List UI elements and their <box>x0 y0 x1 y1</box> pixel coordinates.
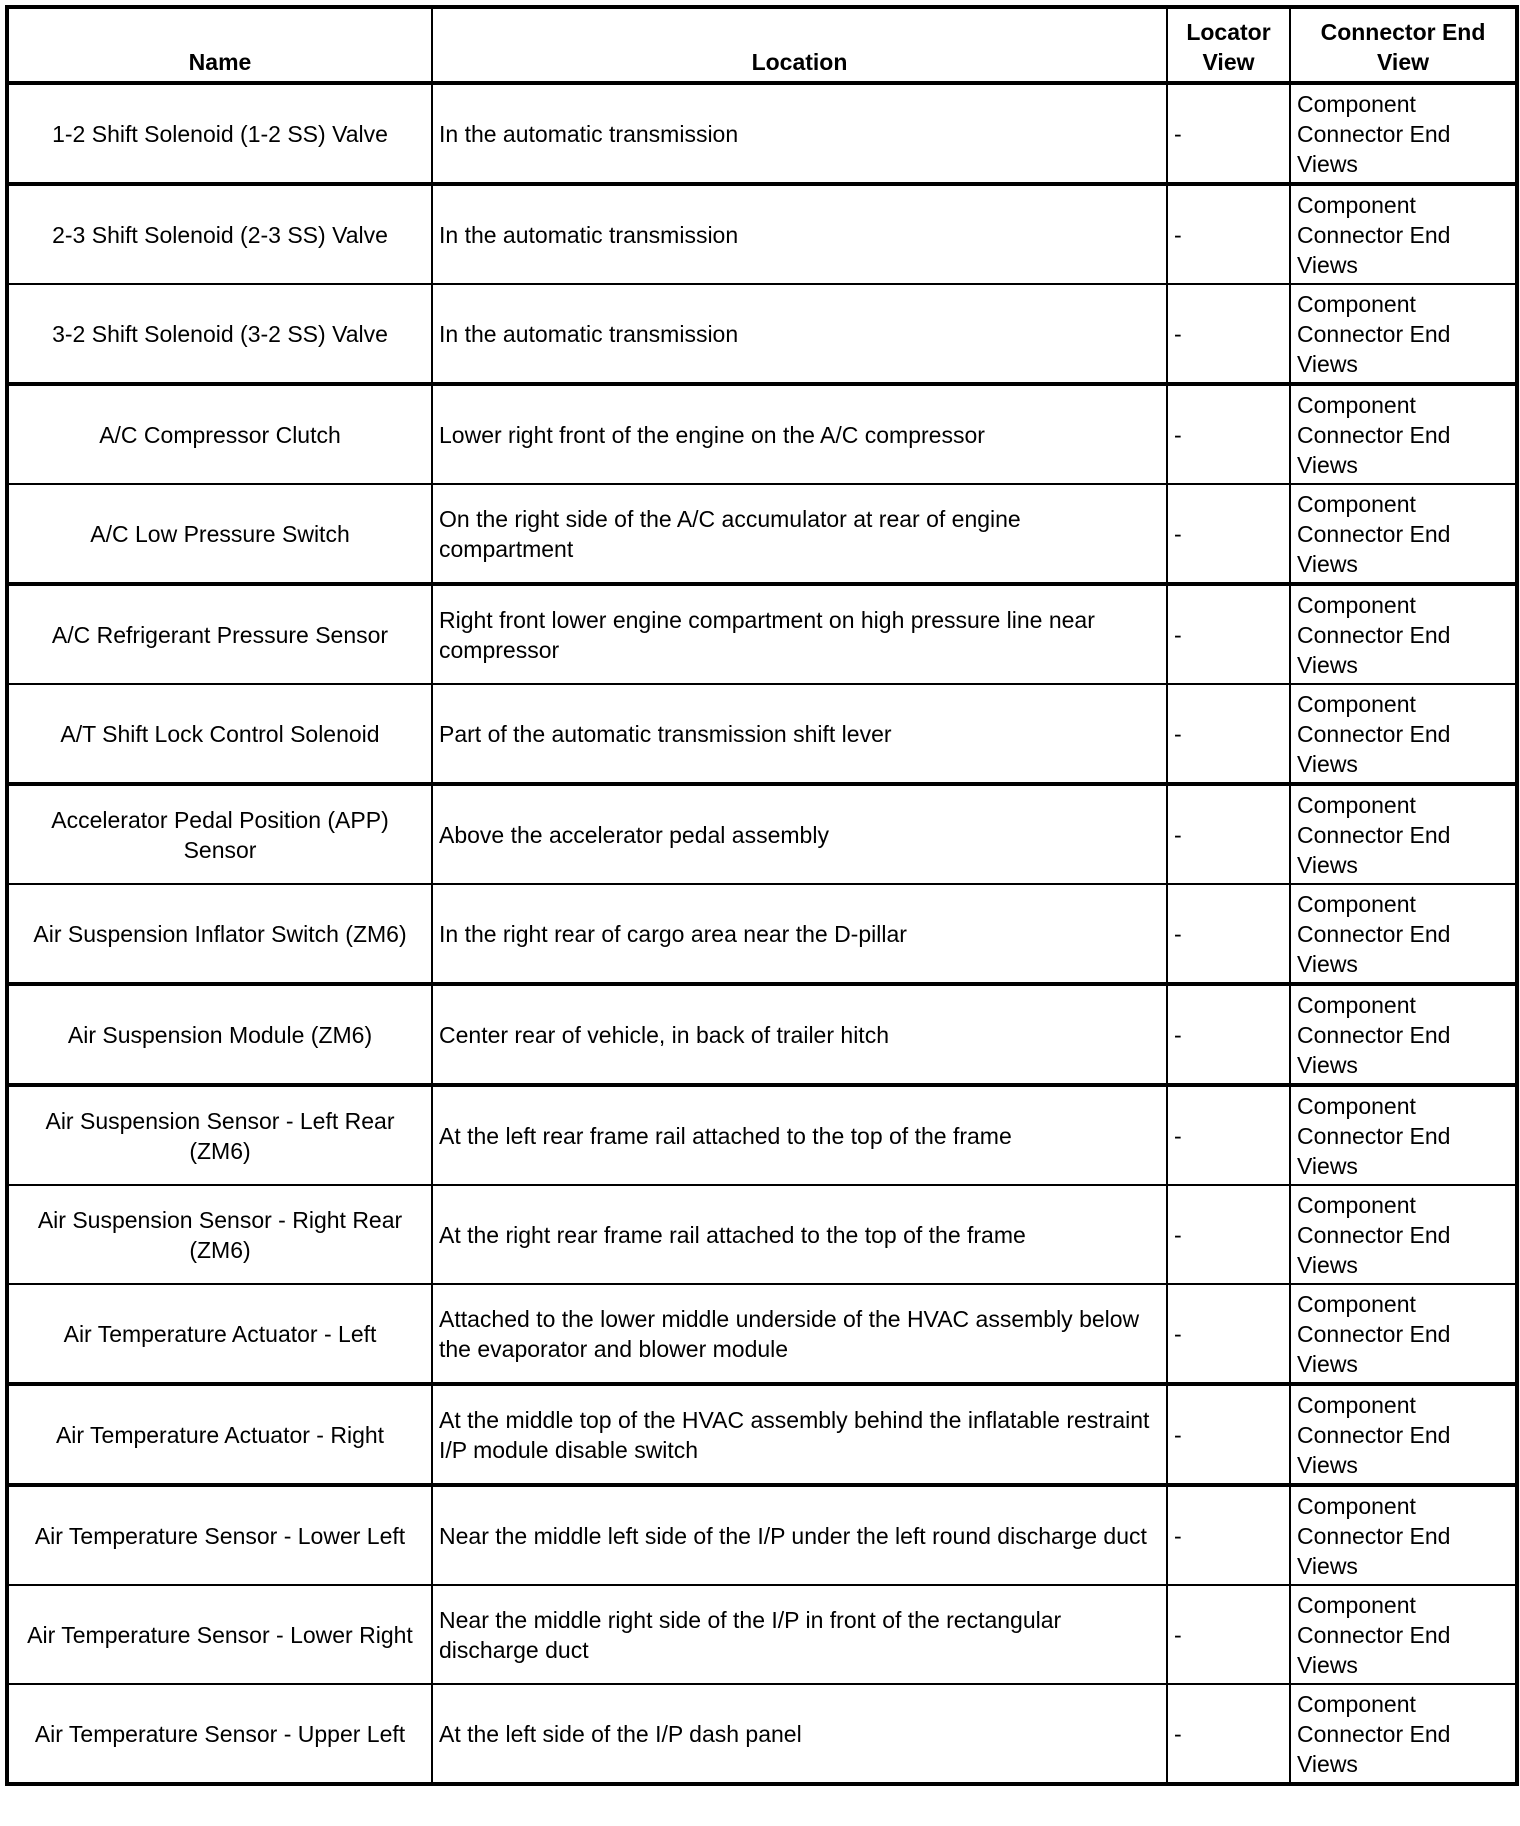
cell-locator-view: - <box>1167 1384 1290 1485</box>
table-row <box>7 884 1517 984</box>
connector-end-view-link[interactable]: Component Connector End Views <box>1290 1684 1517 1784</box>
cell-location: Part of the automatic transmission shift lever <box>432 684 1167 784</box>
table-row <box>7 1085 1517 1185</box>
connector-end-view-link[interactable]: Component Connector End Views <box>1290 1085 1517 1185</box>
cell-name: 1-2 Shift Solenoid (1-2 SS) Valve <box>7 83 432 184</box>
cell-locator-view: - <box>1167 284 1290 384</box>
cell-name: A/T Shift Lock Control Solenoid <box>7 684 432 784</box>
cell-locator-view: - <box>1167 384 1290 484</box>
cell-location: In the right rear of cargo area near the D-pillar <box>432 884 1167 984</box>
table-row <box>7 1485 1517 1585</box>
cell-name: Air Suspension Inflator Switch (ZM6) <box>7 884 432 984</box>
cell-locator-view: - <box>1167 1684 1290 1784</box>
cell-location: Near the middle right side of the I/P in front of the rectangular discharge duct <box>432 1585 1167 1684</box>
cell-locator-view: - <box>1167 884 1290 984</box>
connector-end-view-link[interactable]: Component Connector End Views <box>1290 1384 1517 1485</box>
cell-location: Right front lower engine compartment on high pressure line near compressor <box>432 584 1167 684</box>
cell-name: Air Temperature Sensor - Lower Right <box>7 1585 432 1684</box>
cell-locator-view: - <box>1167 1185 1290 1284</box>
cell-locator-view: - <box>1167 1085 1290 1185</box>
table-row <box>7 584 1517 684</box>
connector-end-view-link[interactable]: Component Connector End Views <box>1290 1185 1517 1284</box>
component-locator-table <box>5 5 1519 1786</box>
table-row <box>7 1185 1517 1284</box>
connector-end-view-link[interactable]: Component Connector End Views <box>1290 1284 1517 1384</box>
cell-name: Air Suspension Sensor - Right Rear (ZM6) <box>7 1185 432 1284</box>
header-locator-view: Locator View <box>1167 7 1290 83</box>
cell-name: Air Suspension Module (ZM6) <box>7 984 432 1085</box>
table-row <box>7 184 1517 284</box>
table-row <box>7 684 1517 784</box>
connector-end-view-link[interactable]: Component Connector End Views <box>1290 584 1517 684</box>
cell-locator-view: - <box>1167 184 1290 284</box>
table-row <box>7 484 1517 584</box>
cell-location: Near the middle left side of the I/P under the left round discharge duct <box>432 1485 1167 1585</box>
connector-end-view-link[interactable]: Component Connector End Views <box>1290 1485 1517 1585</box>
connector-end-view-link[interactable]: Component Connector End Views <box>1290 784 1517 884</box>
connector-end-view-link[interactable]: Component Connector End Views <box>1290 184 1517 284</box>
cell-location: At the right rear frame rail attached to the top of the frame <box>432 1185 1167 1284</box>
header-connector-end-view: Connector End View <box>1290 7 1517 83</box>
cell-locator-view: - <box>1167 984 1290 1085</box>
cell-location: On the right side of the A/C accumulator at rear of engine compartment <box>432 484 1167 584</box>
table-row <box>7 1684 1517 1784</box>
cell-locator-view: - <box>1167 83 1290 184</box>
cell-locator-view: - <box>1167 1284 1290 1384</box>
connector-end-view-link[interactable]: Component Connector End Views <box>1290 1585 1517 1684</box>
table-row <box>7 984 1517 1085</box>
connector-end-view-link[interactable]: Component Connector End Views <box>1290 83 1517 184</box>
cell-location: At the middle top of the HVAC assembly behind the inflatable restraint I/P module disable switch <box>432 1384 1167 1485</box>
cell-locator-view: - <box>1167 484 1290 584</box>
cell-location: Lower right front of the engine on the A/C compressor <box>432 384 1167 484</box>
table-row <box>7 784 1517 884</box>
cell-locator-view: - <box>1167 1585 1290 1684</box>
cell-locator-view: - <box>1167 1485 1290 1585</box>
cell-name: Air Temperature Actuator - Left <box>7 1284 432 1384</box>
table-row <box>7 1384 1517 1485</box>
cell-name: Air Temperature Actuator - Right <box>7 1384 432 1485</box>
cell-location: In the automatic transmission <box>432 184 1167 284</box>
cell-name: Air Temperature Sensor - Lower Left <box>7 1485 432 1585</box>
cell-location: Attached to the lower middle underside of the HVAC assembly below the evaporator and blower module <box>432 1284 1167 1384</box>
cell-name: Accelerator Pedal Position (APP) Sensor <box>7 784 432 884</box>
table-row <box>7 1284 1517 1384</box>
connector-end-view-link[interactable]: Component Connector End Views <box>1290 384 1517 484</box>
connector-end-view-link[interactable]: Component Connector End Views <box>1290 884 1517 984</box>
header-location: Location <box>432 7 1167 83</box>
cell-name: 3-2 Shift Solenoid (3-2 SS) Valve <box>7 284 432 384</box>
cell-name: Air Temperature Sensor - Upper Left <box>7 1684 432 1784</box>
cell-location: In the automatic transmission <box>432 284 1167 384</box>
cell-location: At the left rear frame rail attached to the top of the frame <box>432 1085 1167 1185</box>
connector-end-view-link[interactable]: Component Connector End Views <box>1290 684 1517 784</box>
cell-locator-view: - <box>1167 784 1290 884</box>
cell-name: A/C Low Pressure Switch <box>7 484 432 584</box>
cell-location: At the left side of the I/P dash panel <box>432 1684 1167 1784</box>
header-name: Name <box>7 7 432 83</box>
cell-location: Above the accelerator pedal assembly <box>432 784 1167 884</box>
header-row <box>7 7 1517 83</box>
connector-end-view-link[interactable]: Component Connector End Views <box>1290 484 1517 584</box>
cell-name: 2-3 Shift Solenoid (2-3 SS) Valve <box>7 184 432 284</box>
cell-location: In the automatic transmission <box>432 83 1167 184</box>
cell-name: A/C Refrigerant Pressure Sensor <box>7 584 432 684</box>
table-row <box>7 83 1517 184</box>
cell-locator-view: - <box>1167 584 1290 684</box>
cell-location: Center rear of vehicle, in back of trailer hitch <box>432 984 1167 1085</box>
table-row <box>7 384 1517 484</box>
cell-name: Air Suspension Sensor - Left Rear (ZM6) <box>7 1085 432 1185</box>
connector-end-view-link[interactable]: Component Connector End Views <box>1290 284 1517 384</box>
table-row <box>7 1585 1517 1684</box>
cell-locator-view: - <box>1167 684 1290 784</box>
table-row <box>7 284 1517 384</box>
cell-name: A/C Compressor Clutch <box>7 384 432 484</box>
connector-end-view-link[interactable]: Component Connector End Views <box>1290 984 1517 1085</box>
